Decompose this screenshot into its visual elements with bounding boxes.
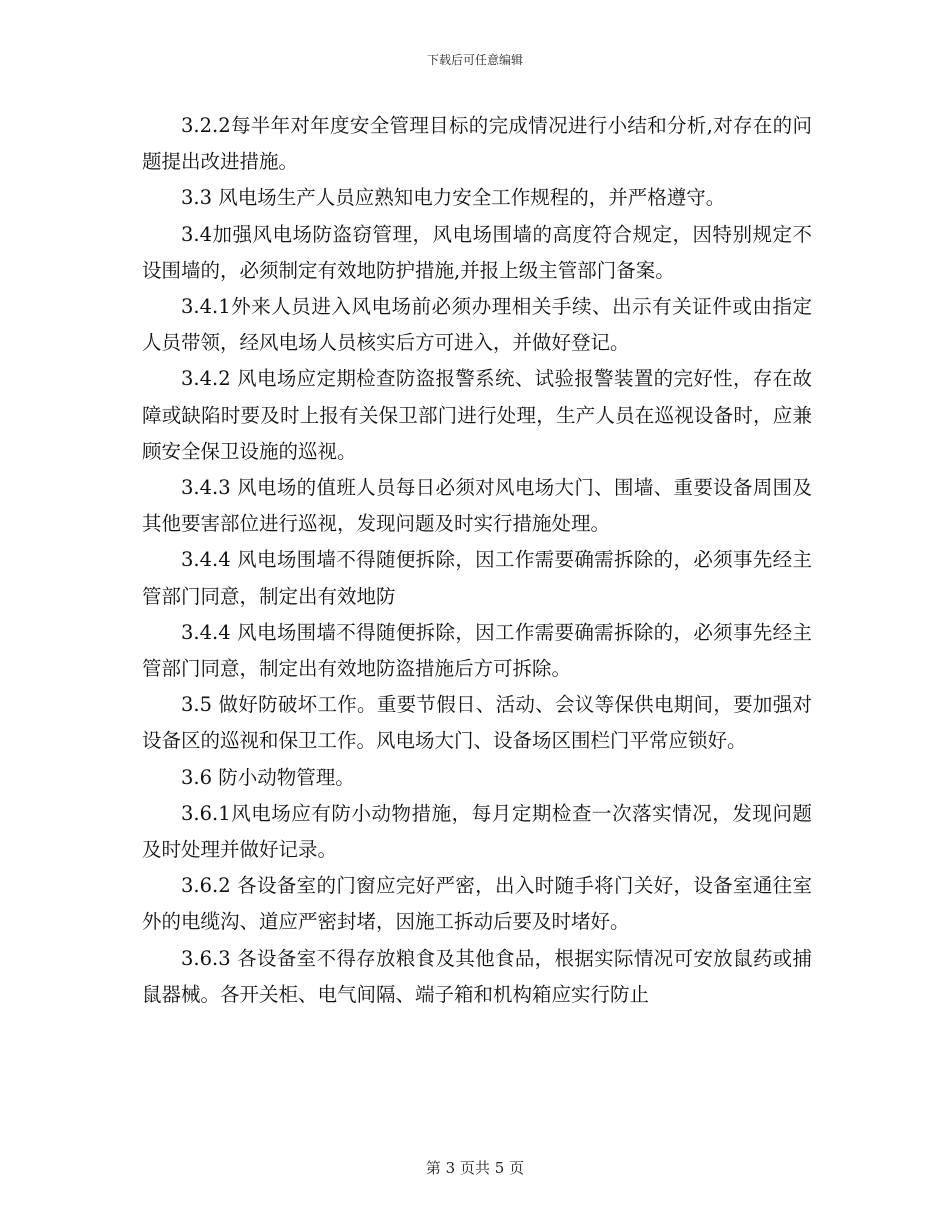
paragraph-3-4-4-a: 3.4.4 风电场围墙不得随便拆除，因工作需要确需拆除的，必须事先经主管部门同意，制定出有效地防 bbox=[142, 548, 812, 608]
document-body bbox=[142, 108, 812, 1013]
paragraph-3-2-2: 3.2.2每半年对年度安全管理目标的完成情况进行小结和分析,对存在的问题提出改进措施。 bbox=[142, 114, 812, 174]
paragraph-3-4-2: 3.4.2 风电场应定期检查防盗报警系统、试验报警装置的完好性，存在故障或缺陷时要及时上报有关保卫部门进行处理，生产人员在巡视设备时，应兼顾安全保卫设施的巡视。 bbox=[142, 367, 812, 463]
paragraph-3-4-1: 3.4.1外来人员进入风电场前必须办理相关手续、出示有关证件或由指定人员带领，经风电场人员核实后方可进入，并做好登记。 bbox=[142, 295, 812, 355]
paragraph-3-3: 3.3 风电场生产人员应熟知电力安全工作规程的，并严格遵守。 bbox=[181, 186, 726, 210]
page-header: 下载后可任意编辑 bbox=[426, 53, 523, 67]
paragraph-3-5: 3.5 做好防破坏工作。重要节假日、活动、会议等保供电期间，要加强对设备区的巡视和保卫工作。风电场大门、设备场区围栏门平常应锁好。 bbox=[142, 693, 812, 753]
page-footer: 第 3 页共 5 页 bbox=[425, 1159, 525, 1177]
paragraph-3-6-1: 3.6.1风电场应有防小动物措施，每月定期检查一次落实情况，发现问题及时处理并做好记录。 bbox=[142, 801, 812, 862]
paragraph-3-6: 3.6 防小动物管理。 bbox=[181, 765, 355, 789]
paragraph-3-4-3: 3.4.3 风电场的值班人员每日必须对风电场大门、围墙、重要设备周围及其他要害部位进行巡视，发现问题及时实行措施处理。 bbox=[142, 476, 812, 536]
paragraph-3-4-4-b: 3.4.4 风电场围墙不得随便拆除，因工作需要确需拆除的，必须事先经主管部门同意，制定出有效地防盗措施后方可拆除。 bbox=[142, 620, 812, 681]
paragraph-3-6-3: 3.6.3 各设备室不得存放粮食及其他食品，根据实际情况可安放鼠药或捕鼠器械。各开关柜、电气间隔、端子箱和机构箱应实行防止 bbox=[142, 946, 812, 1006]
paragraph-3-6-2: 3.6.2 各设备室的门窗应完好严密，出入时随手将门关好，设备室通往室外的电缆沟、道应严密封堵，因施工拆动后要及时堵好。 bbox=[142, 874, 812, 934]
paragraph-3-4: 3.4加强风电场防盗窃管理，风电场围墙的高度符合规定，因特别规定不设围墙的，必须制定有效地防护措施,并报上级主管部门备案。 bbox=[142, 222, 812, 282]
